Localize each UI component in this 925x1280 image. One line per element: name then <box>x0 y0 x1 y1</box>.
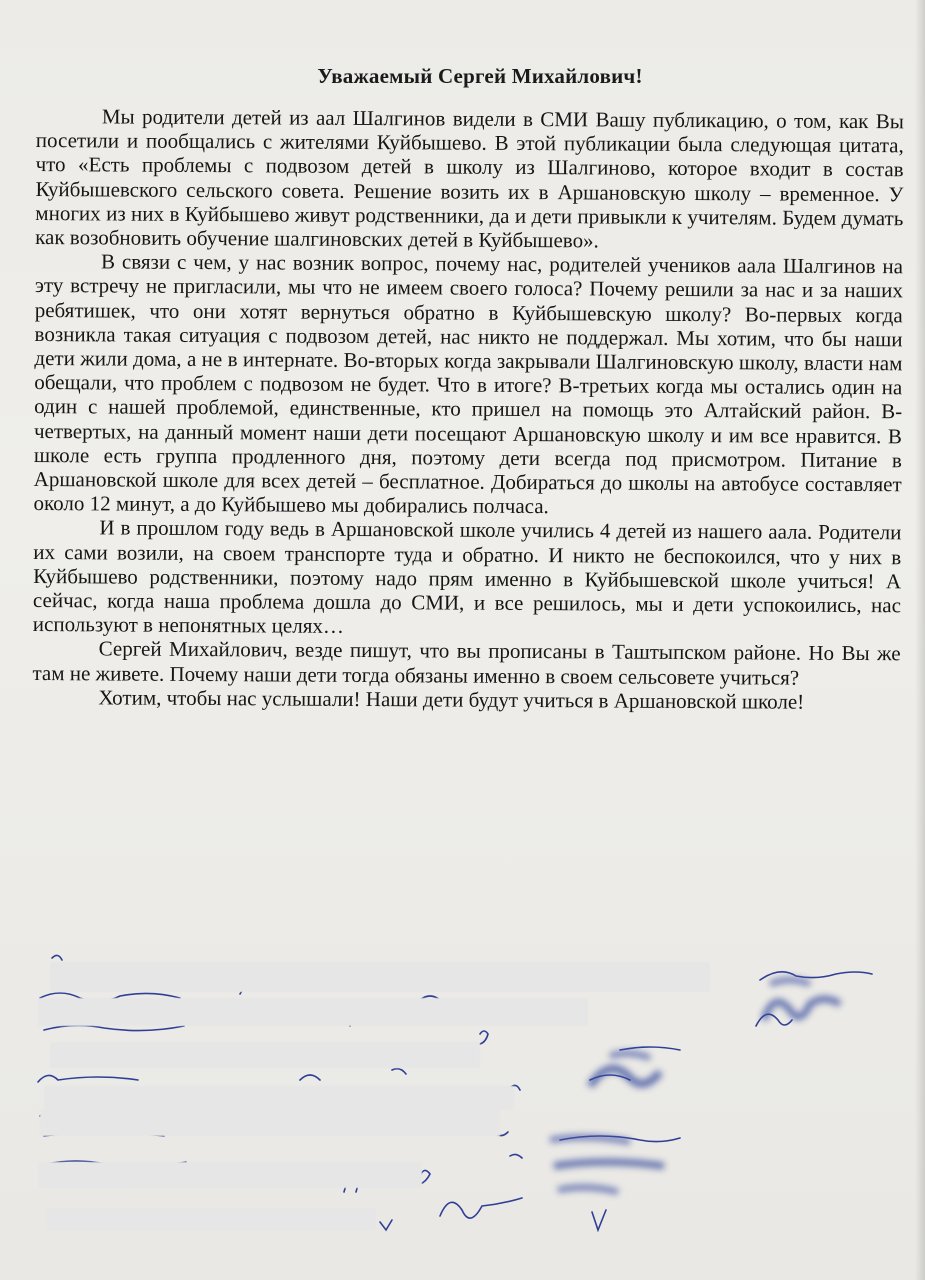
paragraph-4: Сергей Михайлович, везде пишут, что вы прописаны в Таштыпском районе. Но Вы же там не живете. Почему наши дети тогда обязаны именно в своем сельсовете учиться? <box>32 636 901 690</box>
redaction-bar-3 <box>50 1042 480 1068</box>
blurred-signature-1 <box>750 960 870 1040</box>
letter-salutation: Уважаемый Сергей Михайлович! <box>317 64 643 88</box>
letter-body <box>32 104 904 714</box>
blurred-signature-2 <box>580 1036 690 1116</box>
redaction-bar-7 <box>46 1208 376 1230</box>
paragraph-2: В связи с чем, у нас возник вопрос, почему нас, родителей учеников аала Шалгинов на эту встречу не пригласили, мы что не имеем своего голоса? Почему решили за нас и за наших ребятишек, что они хотят вернуться обратно в Куйбышевскую школу? Во-первых когда возникла такая ситуация с подвозом детей, нас никто не поддержал. Мы хотим, что бы наши дети жили дома, а не в интернате. Во-вторых когда закрывали Шалгиновскую школу, власти нам обещали, что проблем с подвозом не будет. Что в итоге? В-третьих когда мы остались один на один с нашей проблемой, единственные, кто пришел на помощь это Алтайский район. В-четвертых, на данный момент наши дети посещают Аршановскую школу и им все нравится. В школе есть группа продленного дня, поэтому дети всегда под присмотром. Питание в Аршановской школе для всех детей – бесплатное. Добираться до школы на автобусе составляет около 12 минут, а до Куйбышево мы добирались полчаса. <box>33 249 904 519</box>
blurred-signature-3 <box>540 1120 700 1210</box>
redaction-bar-5 <box>40 1110 500 1136</box>
redaction-bar-1 <box>50 962 710 992</box>
paragraph-1: Мы родители детей из аал Шалгинов видели в СМИ Вашу публикацию, о том, как Вы посетили и пообщались с жителями Куйбышево. В этой публикации была следующая цитата, что «Есть проблемы с подвозом детей в школу из Шалгиново, которое входит в состав Куйбышевского сельского совета. Решение возить их в Аршановскую школу – временное. У многих из них в Куйбышево живут родственники, да и дети привыкли к учителям. Будем думать как возобновить обучение шалгиновских детей в Куйбышево». <box>35 104 904 253</box>
redaction-bar-4 <box>44 1086 514 1110</box>
redaction-bar-6 <box>38 1162 422 1188</box>
paragraph-3: И в прошлом году ведь в Аршановской школе учились 4 детей из нашего аала. Родители их сами возили, на своем транспорте туда и обратно. И никто не беспокоился, что у них в Куйбышево родственники, поэтому надо прям именно в Куйбышевской школе учиться! А сейчас, когда наша проблема дошла до СМИ, и все решилось, мы и дети успокоились, нас используют в непонятных целях… <box>32 515 902 639</box>
signature-list <box>0 940 925 1240</box>
paragraph-5: Хотим, чтобы нас услышали! Наши дети будут учиться в Аршановской школе! <box>98 685 805 714</box>
redaction-bar-2 <box>38 998 588 1026</box>
